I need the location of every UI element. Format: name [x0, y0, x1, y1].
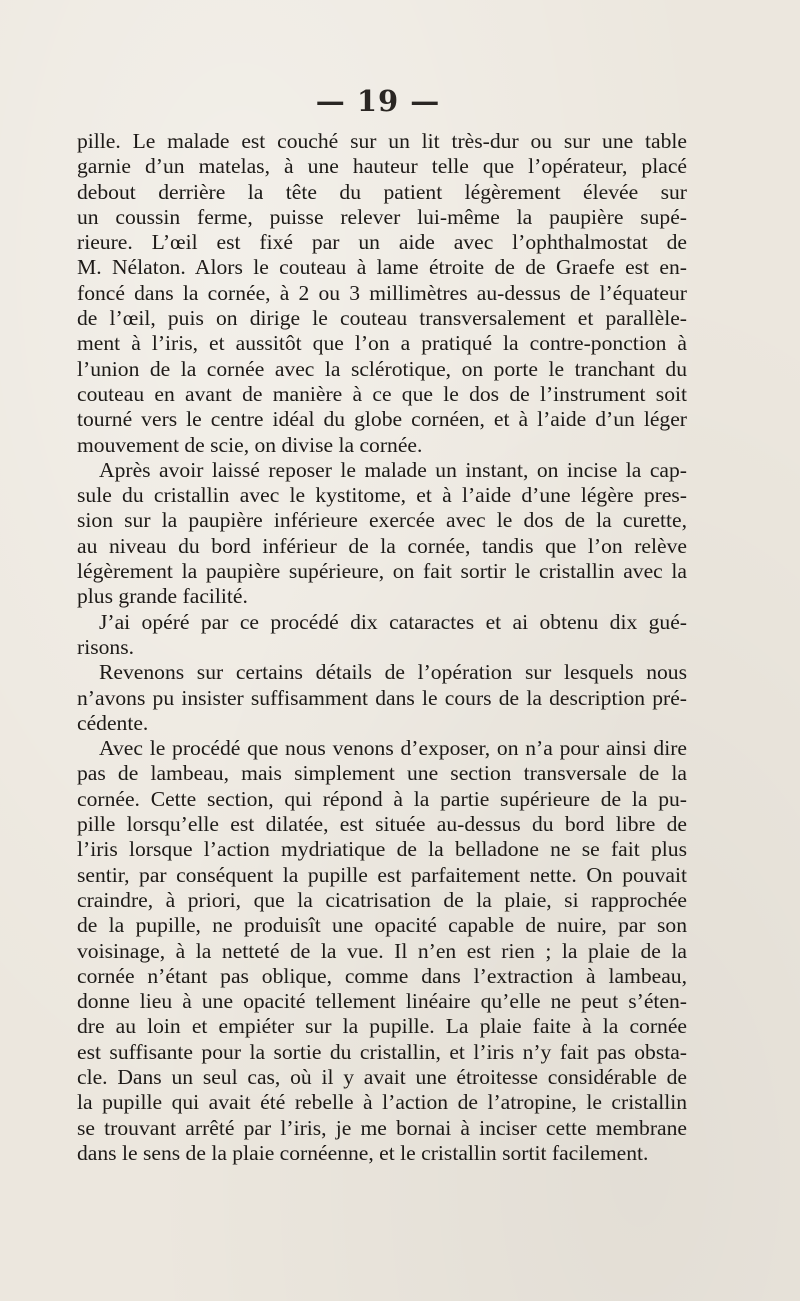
text-line: ment à l’iris, et aussitôt que l’on a pratiqué la contre-ponction à	[77, 331, 687, 356]
text-line: foncé dans la cornée, à 2 ou 3 millimètres au-dessus de l’équateur	[77, 280, 687, 305]
text-line: pille. Le malade est couché sur un lit très-dur ou sur une table	[77, 129, 687, 153]
text-line: voisinage, à la netteté de la vue. Il n’en est rien ; la plaie de la	[77, 938, 687, 963]
body-text	[77, 129, 687, 1166]
text-line: légèrement la paupière supérieure, on fait sortir le cristallin avec la	[77, 559, 687, 584]
paragraph	[77, 660, 687, 736]
text-line: est suffisante pour la sortie du cristallin, et l’iris n’y fait pas obsta-	[77, 1039, 687, 1064]
text-line: se trouvant arrêté par l’iris, je me bornai à inciser cette membrane	[77, 1115, 687, 1140]
text-line: un coussin ferme, puisse relever lui-même la paupière supé-	[77, 204, 687, 229]
text-line: dans le sens de la plaie cornéenne, et le cristallin sortit facilement.	[77, 1140, 649, 1165]
text-line: pille lorsqu’elle est dilatée, est située au-dessus du bord libre de	[77, 812, 687, 837]
page-number: — 19 —	[315, 84, 441, 118]
text-line: dre au loin et empiéter sur la pupille. La plaie faite à la cornée	[77, 1014, 687, 1039]
text-line: cornée. Cette section, qui répond à la partie supérieure de la pu-	[77, 786, 687, 811]
paragraph	[77, 458, 687, 610]
text-line: risons.	[77, 634, 134, 659]
paragraph	[77, 610, 687, 661]
text-line: donne lieu à une opacité tellement linéaire qu’elle ne peut s’éten-	[77, 989, 687, 1014]
text-line: Avec le procédé que nous venons d’exposer, on n’a pour ainsi dire	[99, 736, 687, 761]
text-line: tourné vers le centre idéal du globe cornéen, et à l’aide d’un léger	[77, 407, 687, 432]
text-line: rieure. L’œil est fixé par un aide avec l’ophthalmostat de	[77, 230, 687, 255]
text-line: de la pupille, ne produisît une opacité capable de nuire, par son	[77, 913, 687, 938]
text-line: craindre, à priori, que la cicatrisation de la plaie, si rapprochée	[77, 887, 687, 912]
text-line: cle. Dans un seul cas, où il y avait une étroitesse considérable de	[77, 1064, 687, 1089]
text-line: cédente.	[77, 710, 149, 735]
text-line: au niveau du bord inférieur de la cornée, tandis que l’on relève	[77, 533, 687, 558]
text-line: Après avoir laissé reposer le malade un instant, on incise la cap-	[99, 457, 687, 482]
text-line: J’ai opéré par ce procédé dix cataractes et ai obtenu dix gué-	[99, 609, 687, 634]
text-line: garnie d’un matelas, à une hauteur telle que l’opérateur, placé	[77, 154, 687, 179]
text-line: sentir, par conséquent la pupille est parfaitement nette. On pouvait	[77, 862, 687, 887]
text-line: M. Nélaton. Alors le couteau à lame étroite de de Graefe est en-	[77, 255, 687, 280]
text-line: n’avons pu insister suffisamment dans le cours de la description pré-	[77, 685, 687, 710]
text-line: la pupille qui avait été rebelle à l’action de l’atropine, le cristallin	[77, 1090, 687, 1115]
text-line: sule du cristallin avec le kystitome, et à l’aide d’une légère pres-	[77, 483, 687, 508]
text-line: mouvement de scie, on divise la cornée.	[77, 432, 423, 457]
text-line: pas de lambeau, mais simplement une section transversale de la	[77, 761, 687, 786]
text-line: l’iris lorsque l’action mydriatique de la belladone ne se fait plus	[77, 837, 687, 862]
paragraph	[77, 129, 687, 458]
text-line: Revenons sur certains détails de l’opération sur lesquels nous	[99, 660, 687, 685]
text-line: l’union de la cornée avec la sclérotique, on porte le tranchant du	[77, 356, 687, 381]
text-line: sion sur la paupière inférieure exercée avec le dos de la curette,	[77, 508, 687, 533]
text-line: cornée n’étant pas oblique, comme dans l’extraction à lambeau,	[77, 963, 687, 988]
text-line: plus grande facilité.	[77, 584, 248, 609]
text-line: couteau en avant de manière à ce que le dos de l’instrument soit	[77, 381, 687, 406]
text-line: debout derrière la tête du patient légèrement élevée sur	[77, 179, 687, 204]
text-line: de l’œil, puis on dirige le couteau transversalement et parallèle-	[77, 306, 687, 331]
paragraph	[77, 736, 687, 1166]
